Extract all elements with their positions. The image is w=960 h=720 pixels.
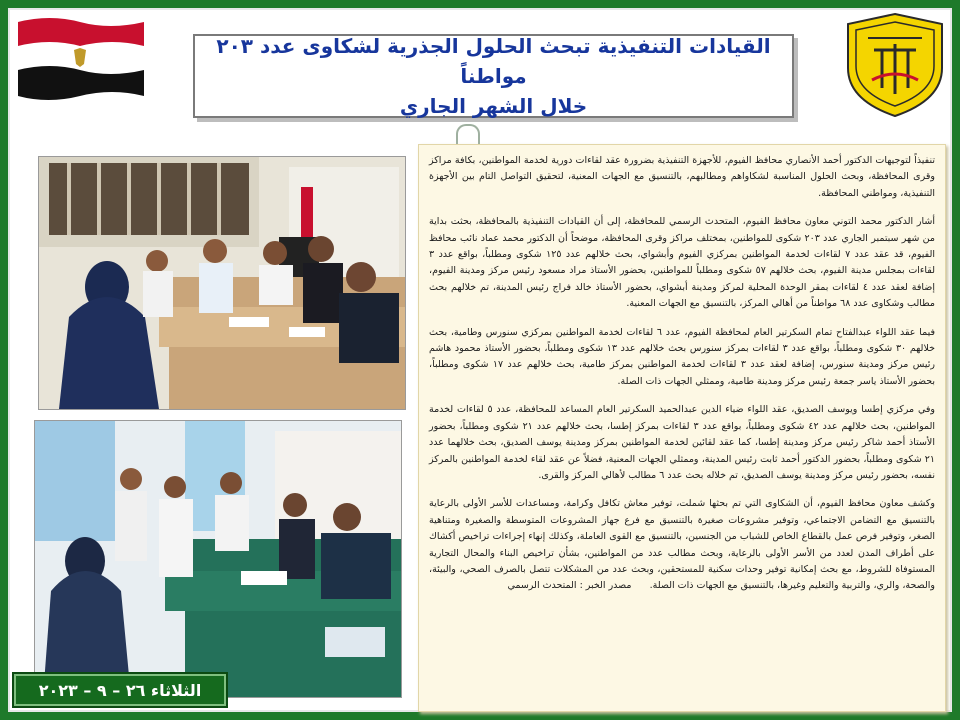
- article-paragraph-3: فيما عقد اللواء عبدالفتاح تمام السكرتير العام لمحافظة الفيوم، عدد ٦ لقاءات لخدمة المواطنين بمركزي سنورس وطامية، بحث خلالهم ٣٠ شكوى ومطلباً، بواقع عدد ٣ لقاءات بمركز سنورس بحث خلالهم عدد ١٣ شكوى ومطلباً، بحضور الأستاذ محمود هاشم رئيس مركز ومدينة سنورس، إضافة لعقد عدد ٣ لقاءات لخدمة المواطنين بمركز طامية، بحث خلالهم عدد ١٧ شكوى ومطلباً، بحضور الأستاذ ياسر جمعة رئيس مركز ومدينة طامية، وممثلي الجهات ذات الصلة.: [429, 326, 935, 387]
- article-paragraph-5-text: وكشف معاون محافظ الفيوم، أن الشكاوى التي تم بحثها شملت، توفير معاش تكافل وكرامة، ومساعدات للأسر الأولى بالرعاية بالتنسيق مع التضامن الاجتماعي، وتوفير مشروعات صغيرة بالتنسيق مع فرع جهاز المشروعات المتوسطة والصغيرة ومتناهية الصغر، وتوفير فرص عمل بالقطاع الخاص للشباب من الجنسين، بالتنسيق مع القوى العاملة، وكذلك إنهاء إجراءات تراخيص أكشاك على أطراف المدن لعدد من الأسر الأولى بالرعاية، وبحث مطالب عدد من المواطنين، بشأن تراخيص البناء والمحال التجارية المستوفاة للشروط، مع بحث إمكانية توفير وحدات سكنية للمستحقين، وبحث عدد من المشكلات تتصل بالصرف الصحي، والبيئة، والصحة، والري، والتربية والتعليم وغيرها، بالتنسيق مع الجهات ذات الصلة.: [429, 498, 935, 592]
- headline-line-1: القيادات التنفيذية تبحث الحلول الجذرية لشكاوى عدد ٢٠٣ مواطناً: [216, 34, 771, 88]
- governorate-logo: [838, 10, 952, 120]
- article-paragraph-2: أشار الدكتور محمد التوني معاون محافظ الفيوم، المتحدث الرسمي للمحافظة، إلى أن القيادات التنفيذية بالمحافظة، بحثت بداية من شهر سبتمبر الجاري عدد ٢٠٣ شكوى للمواطنين، بمختلف مراكز وقرى المحافظة، موضحاً أن الدكتور محمد عماد نائب محافظ الفيوم، قد عقد عدد ٧ لقاءات لخدمة المواطنين بمركزي الفيوم وأبشواي، بحث خلالهم عدد ١٢٥ شكوى ومطلباً، بواقع عدد ٣ لقاءات بمجلس مدينة الفيوم، بحث خلالهم ٥٧ شكوى ومطلباً للمواطنين، بحضور الأستاذ مراد مسعود رئيس مركز ومدينة الفيوم، إضافة لعقد عدد ٤ لقاءات بمقر الوحدة المحلية لمركز ومدينة أبشواي، بحضور الأستاذ خالد فراج رئيس المدينة، تم خلالهم بحث مطالب وشكاوى عدد ٦٨ مواطناً من أهالي المركز، بالتنسيق مع الجهات المعنية.: [429, 216, 936, 310]
- article-paragraph-1: تنفيذاً لتوجيهات الدكتور أحمد الأنصاري محافظ الفيوم، للأجهزة التنفيذية بضرورة عقد لقاءات دورية لخدمة المواطنين، بكافة مراكز وقرى المحافظة، وبحث الحلول المناسبة لشكاواهم ومطالبهم، بالتنسيق مع الجهات المعنية، لتحقيق التواصل التام بين الأجهزة التنفيذية، ومواطني المحافظة.: [429, 155, 935, 199]
- article-paragraph-4: وفي مركزي إطسا ويوسف الصديق، عقد اللواء ضياء الدين عبدالحميد السكرتير العام المساعد للمحافظة، عدد ٥ لقاءات لخدمة المواطنين، بحث خلالهم عدد ٤٢ شكوى ومطلباً، بواقع عدد ٣ لقاءات بمركز إطسا، بحث خلالهم عدد ٢١ شكوى ومطلباً، بحضور الأستاذ أحمد شاكر رئيس مركز ومدينة إطسا، كما عقد لقائين لخدمة المواطنين بمركز ومدينة يوسف الصديق، بحث خلالهما عدد ٢١ شكوى ومطلباً، بحضور الدكتور أحمد ثابت رئيس المدينة، وممثلي الجهات المعنية، فضلاً عن عقد لقاء لخدمة المواطنين بالمركز نفسه، بحضور رئيس مركز ومدينة يوسف الصديق، تم خلاله بحث عدد ٦ مطالب لأهالي المركز والقرى.: [429, 404, 936, 481]
- egypt-flag-image: [14, 12, 148, 106]
- headline-box: [193, 34, 794, 118]
- date-banner: الثلاثاء ٢٦ – ٩ – ٢٠٢٣: [12, 672, 228, 708]
- meeting-photo-2: [34, 420, 402, 698]
- news-source: مصدر الخبر : المتحدث الرسمي: [507, 580, 632, 592]
- article-paragraph-5: [429, 496, 935, 594]
- meeting-photo-1: [38, 156, 406, 410]
- article-body: [418, 144, 946, 712]
- decorative-divider: [456, 124, 480, 144]
- headline-line-2: خلال الشهر الجاري: [399, 94, 588, 118]
